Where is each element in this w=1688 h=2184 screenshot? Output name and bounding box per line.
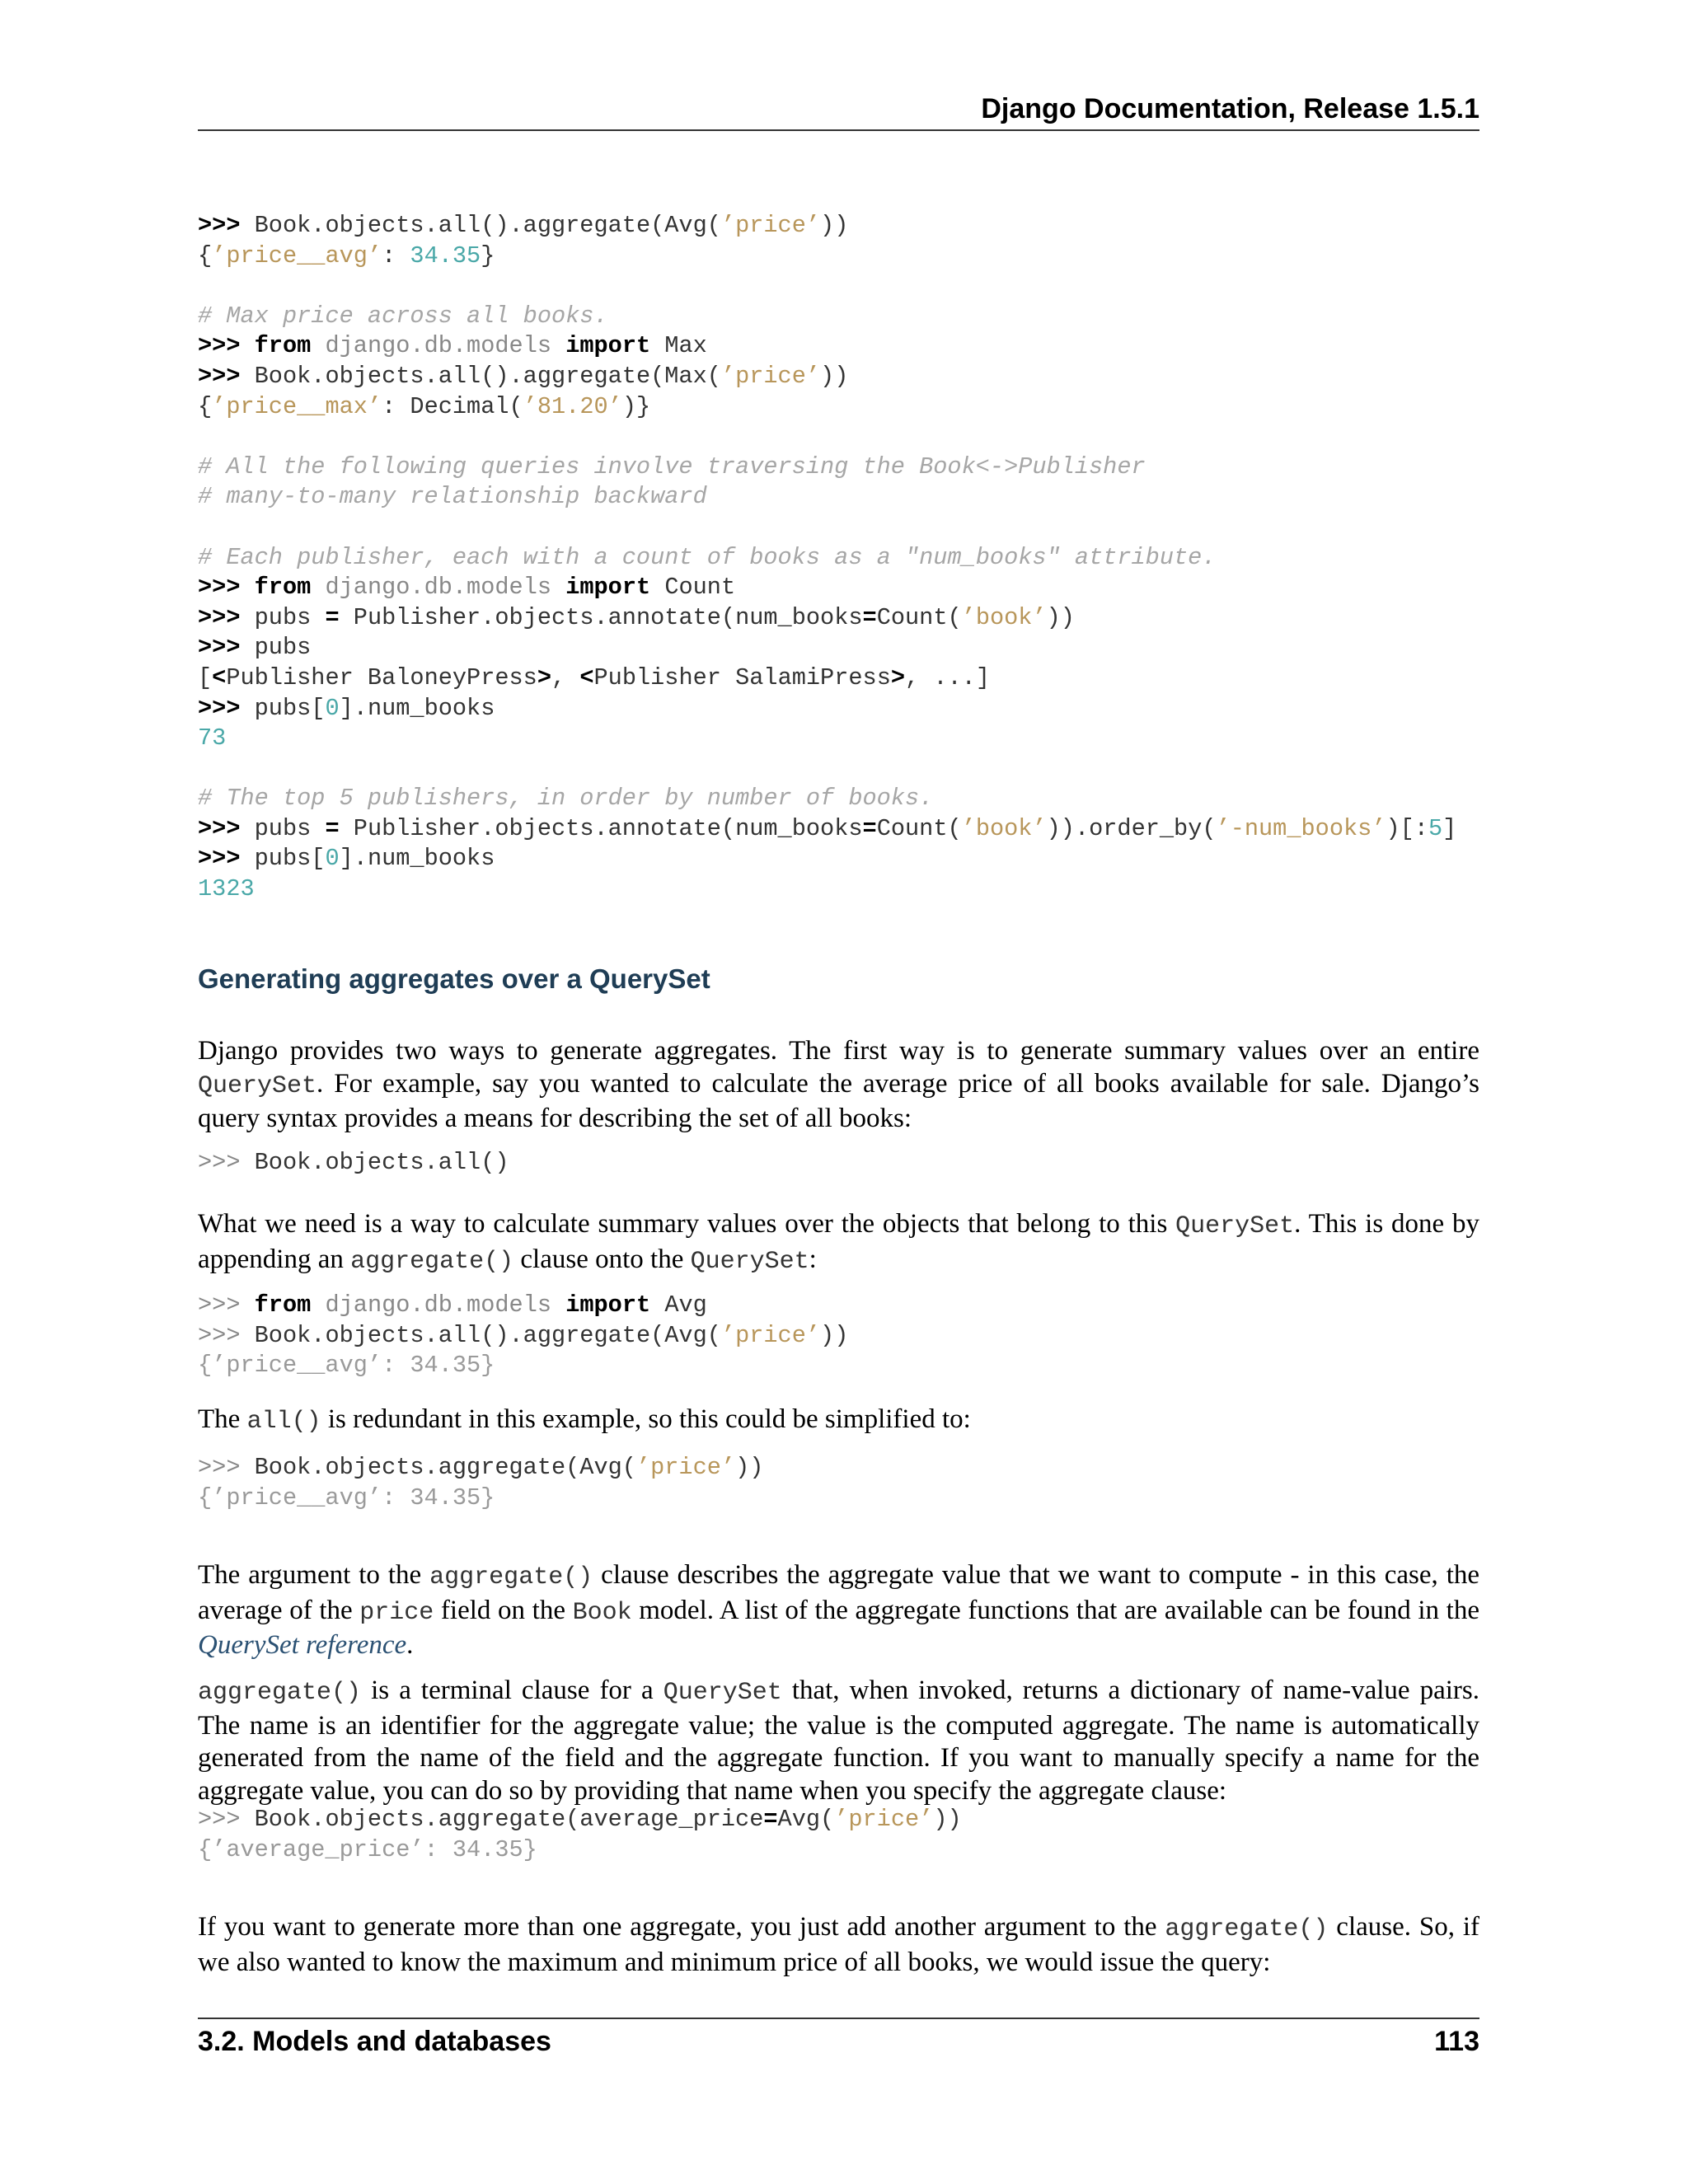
- paragraph-simplified: The all() is redundant in this example, so this could be simplified to:: [198, 1404, 971, 1436]
- code-line: >>> Book.objects.all(): [198, 1149, 509, 1176]
- code-output: {’price__avg’: 34.35}: [198, 1352, 495, 1380]
- code-block-named-aggregate: [198, 1805, 962, 1865]
- code-blank-line: [198, 754, 1456, 785]
- code-comment: # All the following queries involve traversing the Book<->Publisher: [198, 452, 1146, 480]
- code-output: 73: [198, 724, 227, 752]
- code-output: [<Publisher BaloneyPress>, <Publisher SalamiPress>, ...]: [198, 663, 990, 691]
- section-heading: Generating aggregates over a QuerySet: [198, 963, 710, 994]
- code-block-aggregate-avg: [198, 1291, 848, 1381]
- code-line: >>> pubs = Publisher.objects.annotate(num_books=Count(’book’)): [198, 603, 1075, 631]
- page-number: 113: [1434, 2026, 1479, 2057]
- code-line: >>> from django.db.models import Avg: [198, 1291, 707, 1319]
- code-output: {’price__avg’: 34.35}: [198, 1483, 495, 1511]
- code-line: >>> Book.objects.all().aggregate(Max(’price’)): [198, 362, 849, 390]
- footer-section-title: 3.2. Models and databases: [198, 2026, 551, 2057]
- code-line: >>> pubs[0].num_books: [198, 694, 495, 722]
- code-line: >>> from django.db.models import Count: [198, 574, 736, 602]
- paragraph-terminal-clause: aggregate() is a terminal clause for a QuerySet that, when invoked, returns a dictionary of name-value pairs. The name is an identifier for the aggregate value; the value is the computed aggregate. The name is automatically generated from the name of the field and the aggregate function. If you want to manually specify a name for the aggregate value, you can do so by providing that name when you specify the aggregate clause:: [198, 1675, 1479, 1806]
- code-blank-line: [198, 513, 1456, 543]
- code-line: >>> Book.objects.aggregate(average_price=Avg(’price’)): [198, 1806, 962, 1833]
- code-block-all-books: [198, 1148, 509, 1179]
- code-comment: # The top 5 publishers, in order by number of books.: [198, 785, 934, 813]
- paragraph-aggregate-clause: What we need is a way to calculate summary values over the objects that belong to this QuerySet. This is done by appending an aggregate() clause onto the QuerySet:: [198, 1209, 1479, 1276]
- paragraph-intro: Django provides two ways to generate aggregates. The first way is to generate summary values over an entire QuerySet. For example, say you wanted to calculate the average price of all books available for sale. Django’s query syntax provides a means for describing the set of all books:: [198, 1036, 1479, 1134]
- code-line: >>> from django.db.models import Max: [198, 332, 707, 360]
- code-line: >>> Book.objects.aggregate(Avg(’price’)): [198, 1454, 764, 1481]
- code-blank-line: [198, 271, 1456, 302]
- code-comment: # Max price across all books.: [198, 302, 608, 330]
- code-line: {’price__avg’: 34.35}: [198, 241, 495, 269]
- footer-rule: [198, 2018, 1479, 2019]
- code-line: >>> pubs: [198, 634, 312, 662]
- code-output: {’average_price’: 34.35}: [198, 1835, 537, 1863]
- running-header-title: Django Documentation, Release 1.5.1: [981, 93, 1479, 124]
- paragraph-multiple-aggregates: If you want to generate more than one aggregate, you just add another argument to the aggregate() clause. So, if we also wanted to know the maximum and minimum price of all books, we would issue the query:: [198, 1912, 1479, 1977]
- code-blank-line: [198, 422, 1456, 452]
- header-rule: [198, 129, 1479, 131]
- paragraph-argument: The argument to the aggregate() clause describes the aggregate value that we want to compute - in this case, the average of the price field on the Book model. A list of the aggregate functions that are available can be found in the QuerySet reference.: [198, 1560, 1480, 1661]
- queryset-reference-link[interactable]: QuerySet reference: [198, 1630, 407, 1661]
- code-line: >>> pubs[0].num_books: [198, 845, 495, 873]
- code-comment: # many-to-many relationship backward: [198, 483, 707, 511]
- code-output: 1323: [198, 875, 255, 903]
- code-line: >>> Book.objects.all().aggregate(Avg(’price’)): [198, 212, 849, 239]
- code-line: >>> pubs = Publisher.objects.annotate(num_books=Count(’book’)).order_by(’-num_books’)[:5]: [198, 814, 1457, 842]
- code-block-aggregate-examples: [198, 211, 1456, 905]
- code-block-simplified: [198, 1453, 763, 1513]
- code-comment: # Each publisher, each with a count of books as a "num_books" attribute.: [198, 543, 1217, 571]
- code-line: {’price__max’: Decimal(’81.20’)}: [198, 392, 651, 420]
- code-line: >>> Book.objects.all().aggregate(Avg(’price’)): [198, 1321, 849, 1349]
